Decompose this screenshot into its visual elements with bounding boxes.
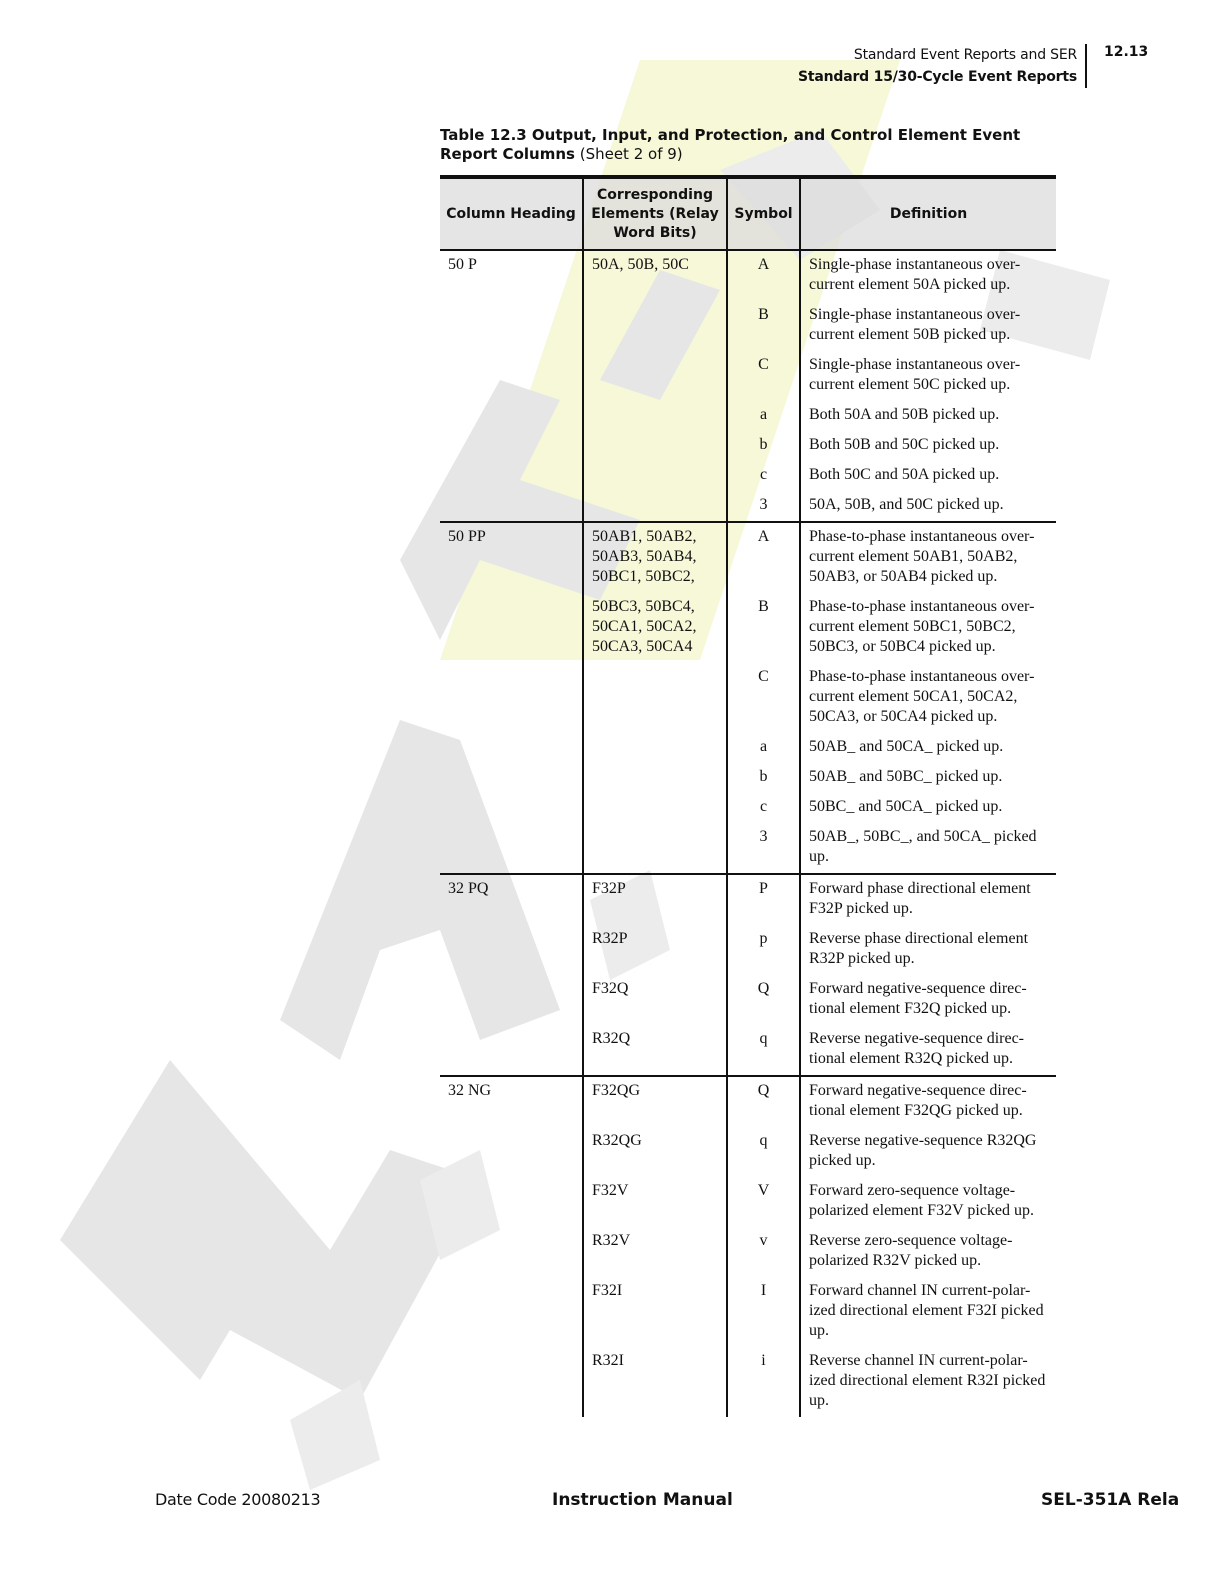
table-row <box>440 763 1056 793</box>
table-caption <box>440 126 1060 164</box>
cell-definition: Single-phase instantaneous over-current element 50A picked up. <box>800 250 1056 301</box>
table-row <box>440 793 1056 823</box>
cell-elements <box>583 733 727 763</box>
cell-column-heading <box>440 793 583 823</box>
cell-column-heading <box>440 1227 583 1277</box>
cell-column-heading <box>440 1347 583 1417</box>
cell-column-heading <box>440 431 583 461</box>
table-row <box>440 874 1056 925</box>
cell-definition: Both 50C and 50A picked up. <box>800 461 1056 491</box>
table-row <box>440 1127 1056 1177</box>
table-row <box>440 351 1056 401</box>
cell-column-heading: 32 NG <box>440 1076 583 1127</box>
cell-symbol: c <box>727 461 800 491</box>
cell-definition: Single-phase instantaneous over-current element 50B picked up. <box>800 301 1056 351</box>
cell-definition: Reverse zero-sequence voltage-polarized R32V picked up. <box>800 1227 1056 1277</box>
table-row <box>440 401 1056 431</box>
cell-symbol: i <box>727 1347 800 1417</box>
cell-elements <box>583 491 727 522</box>
cell-elements: F32P <box>583 874 727 925</box>
cell-elements <box>583 301 727 351</box>
cell-definition: Forward zero-sequence voltage-polarized element F32V picked up. <box>800 1177 1056 1227</box>
cell-definition: Forward negative-sequence direc-tional element F32Q picked up. <box>800 975 1056 1025</box>
page-number: 12.13 <box>1104 44 1149 60</box>
cell-definition: Reverse negative-sequence direc-tional element R32Q picked up. <box>800 1025 1056 1076</box>
cell-symbol: Q <box>727 975 800 1025</box>
footer-manual-title: Instruction Manual <box>552 1490 733 1510</box>
cell-symbol: 3 <box>727 491 800 522</box>
table-header-row <box>440 177 1056 250</box>
cell-symbol: 3 <box>727 823 800 874</box>
cell-symbol: q <box>727 1025 800 1076</box>
cell-column-heading <box>440 733 583 763</box>
cell-column-heading <box>440 491 583 522</box>
cell-symbol: c <box>727 793 800 823</box>
table-row <box>440 1277 1056 1347</box>
table-row <box>440 823 1056 874</box>
cell-definition: 50A, 50B, and 50C picked up. <box>800 491 1056 522</box>
table-row <box>440 301 1056 351</box>
cell-definition: Forward phase directional element F32P picked up. <box>800 874 1056 925</box>
event-report-columns-table <box>440 175 1056 1417</box>
cell-elements: 50A, 50B, 50C <box>583 250 727 301</box>
table-row <box>440 522 1056 593</box>
cell-elements: F32Q <box>583 975 727 1025</box>
cell-definition: Phase-to-phase instantaneous over-current element 50CA1, 50CA2, 50CA3, or 50CA4 picked up. <box>800 663 1056 733</box>
footer-date-code: Date Code 20080213 <box>155 1490 321 1509</box>
cell-column-heading <box>440 401 583 431</box>
cell-definition: 50AB_ and 50CA_ picked up. <box>800 733 1056 763</box>
table-row <box>440 593 1056 663</box>
running-header <box>798 44 1087 88</box>
cell-definition: Forward channel IN current-polar-ized directional element F32I picked up. <box>800 1277 1056 1347</box>
cell-definition: Reverse channel IN current-polar-ized directional element R32I picked up. <box>800 1347 1056 1417</box>
cell-symbol: C <box>727 351 800 401</box>
cell-symbol: A <box>727 250 800 301</box>
cell-elements: F32QG <box>583 1076 727 1127</box>
cell-symbol: v <box>727 1227 800 1277</box>
table-row <box>440 1076 1056 1127</box>
cell-elements: R32I <box>583 1347 727 1417</box>
table-row <box>440 250 1056 301</box>
cell-definition: Phase-to-phase instantaneous over-current element 50BC1, 50BC2, 50BC3, or 50BC4 picked up. <box>800 593 1056 663</box>
cell-symbol: I <box>727 1277 800 1347</box>
table-row <box>440 1177 1056 1227</box>
cell-elements: R32QG <box>583 1127 727 1177</box>
cell-column-heading <box>440 1127 583 1177</box>
cell-elements: 50AB1, 50AB2, 50AB3, 50AB4, 50BC1, 50BC2, <box>583 522 727 593</box>
cell-definition: Reverse negative-sequence R32QG picked up. <box>800 1127 1056 1177</box>
watermark-shape-n <box>60 1060 480 1400</box>
cell-symbol: Q <box>727 1076 800 1127</box>
cell-elements: 50BC3, 50BC4, 50CA1, 50CA2, 50CA3, 50CA4 <box>583 593 727 663</box>
table-row <box>440 925 1056 975</box>
cell-column-heading <box>440 351 583 401</box>
table-row <box>440 1347 1056 1417</box>
header-definition: Definition <box>800 177 1056 250</box>
table-row <box>440 461 1056 491</box>
table-row <box>440 733 1056 763</box>
table-row <box>440 1025 1056 1076</box>
cell-symbol: a <box>727 733 800 763</box>
cell-definition: Both 50B and 50C picked up. <box>800 431 1056 461</box>
cell-elements <box>583 401 727 431</box>
cell-column-heading: 50 P <box>440 250 583 301</box>
cell-elements: R32Q <box>583 1025 727 1076</box>
cell-elements: F32I <box>583 1277 727 1347</box>
cell-definition: Reverse phase directional element R32P picked up. <box>800 925 1056 975</box>
cell-symbol: P <box>727 874 800 925</box>
cell-elements <box>583 461 727 491</box>
cell-symbol: a <box>727 401 800 431</box>
cell-elements: R32V <box>583 1227 727 1277</box>
header-symbol: Symbol <box>727 177 800 250</box>
cell-definition: 50BC_ and 50CA_ picked up. <box>800 793 1056 823</box>
cell-column-heading <box>440 593 583 663</box>
table-row <box>440 663 1056 733</box>
cell-column-heading <box>440 663 583 733</box>
cell-symbol: A <box>727 522 800 593</box>
cell-column-heading <box>440 301 583 351</box>
cell-column-heading <box>440 925 583 975</box>
header-corresponding-elements: Corresponding Elements (Relay Word Bits) <box>583 177 727 250</box>
cell-definition: Single-phase instantaneous over-current element 50C picked up. <box>800 351 1056 401</box>
cell-column-heading <box>440 975 583 1025</box>
cell-elements <box>583 823 727 874</box>
cell-elements: R32P <box>583 925 727 975</box>
cell-definition: Forward negative-sequence direc-tional element F32QG picked up. <box>800 1076 1056 1127</box>
cell-column-heading <box>440 1277 583 1347</box>
cell-column-heading <box>440 823 583 874</box>
cell-elements <box>583 793 727 823</box>
cell-column-heading: 32 PQ <box>440 874 583 925</box>
cell-definition: Both 50A and 50B picked up. <box>800 401 1056 431</box>
table-row <box>440 431 1056 461</box>
cell-definition: Phase-to-phase instantaneous over-current element 50AB1, 50AB2, 50AB3, or 50AB4 picked up. <box>800 522 1056 593</box>
cell-symbol: B <box>727 593 800 663</box>
cell-symbol: B <box>727 301 800 351</box>
cell-elements <box>583 431 727 461</box>
footer-product-name: SEL-351A Rela <box>1041 1490 1180 1510</box>
table-caption-sheet: (Sheet 2 of 9) <box>579 145 683 163</box>
table-row <box>440 491 1056 522</box>
cell-symbol: b <box>727 431 800 461</box>
cell-symbol: p <box>727 925 800 975</box>
table-caption-label: Table 12.3 Output, Input, and Protection, and Control Element Event Report Columns <box>440 126 1021 163</box>
cell-definition: 50AB_, 50BC_, and 50CA_ picked up. <box>800 823 1056 874</box>
cell-elements <box>583 351 727 401</box>
cell-column-heading <box>440 461 583 491</box>
cell-elements <box>583 763 727 793</box>
cell-elements <box>583 663 727 733</box>
cell-symbol: q <box>727 1127 800 1177</box>
table-row <box>440 1227 1056 1277</box>
table-row <box>440 975 1056 1025</box>
cell-elements: F32V <box>583 1177 727 1227</box>
cell-column-heading: 50 PP <box>440 522 583 593</box>
header-section-title: Standard Event Reports and SER <box>853 47 1077 63</box>
cell-column-heading <box>440 763 583 793</box>
cell-column-heading <box>440 1177 583 1227</box>
cell-symbol: V <box>727 1177 800 1227</box>
cell-column-heading <box>440 1025 583 1076</box>
header-column-heading: Column Heading <box>440 177 583 250</box>
watermark-shape-s <box>290 1380 380 1490</box>
cell-definition: 50AB_ and 50BC_ picked up. <box>800 763 1056 793</box>
cell-symbol: b <box>727 763 800 793</box>
cell-symbol: C <box>727 663 800 733</box>
header-subsection-title: Standard 15/30-Cycle Event Reports <box>798 69 1077 85</box>
